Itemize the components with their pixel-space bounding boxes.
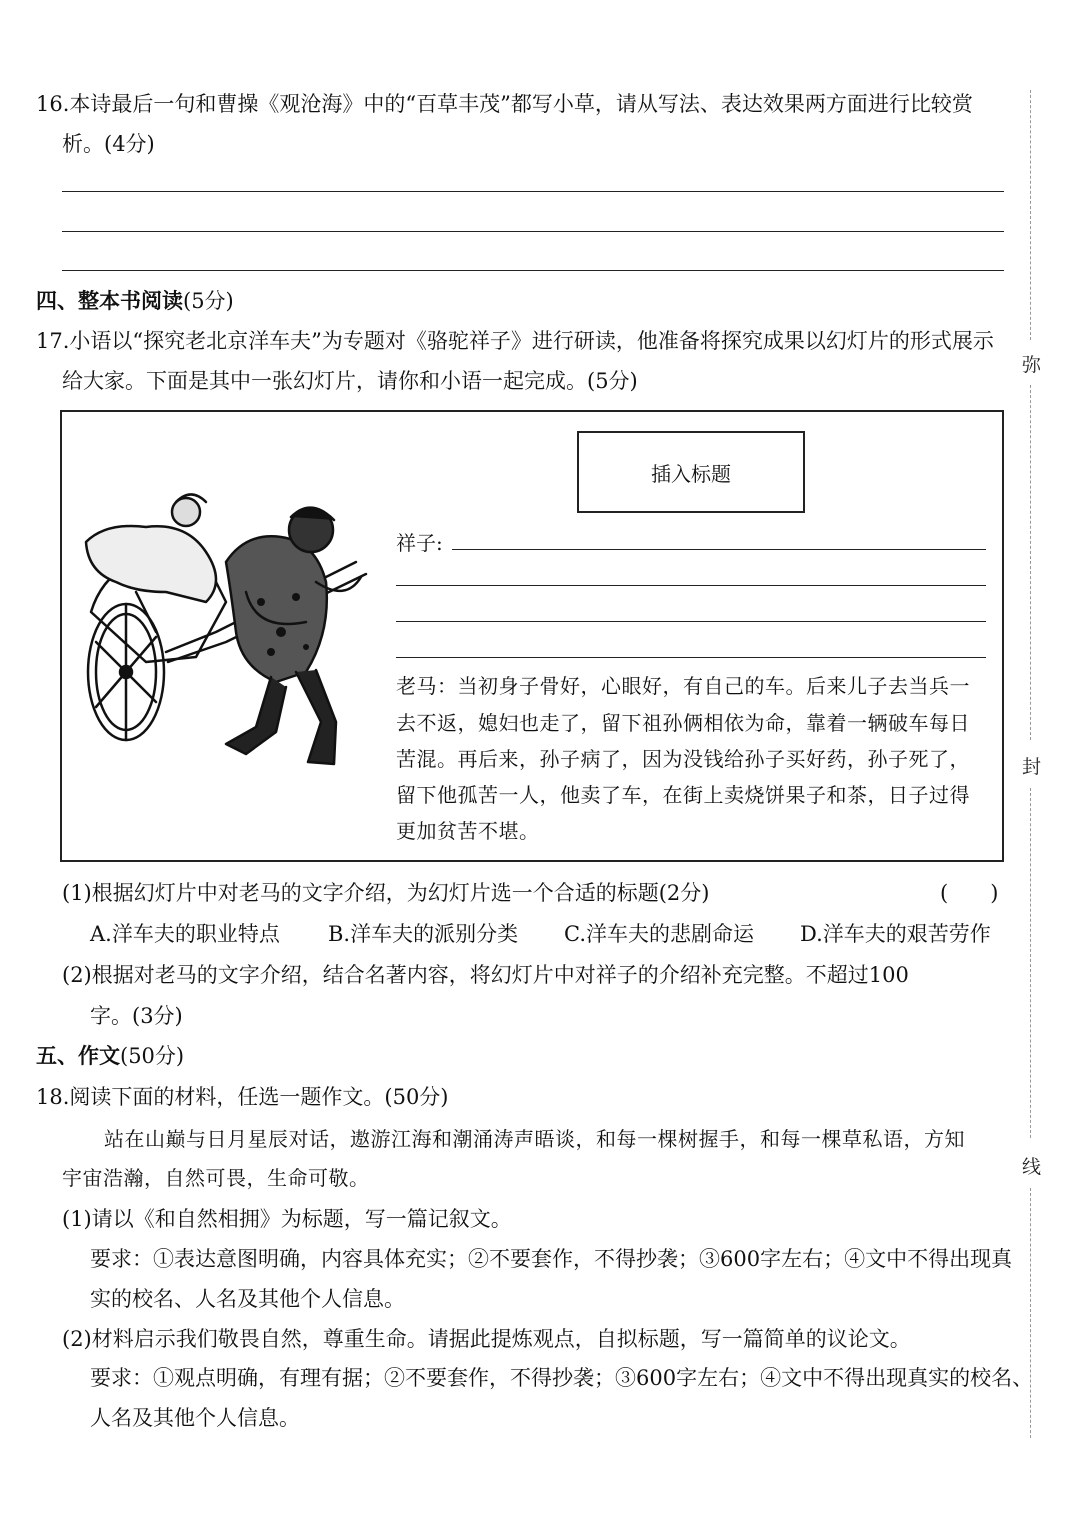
q18-prompt-2-req-line2: 人名及其他个人信息。: [90, 1406, 300, 1430]
binding-char-xian: 线: [1022, 1156, 1042, 1178]
sub2-line2: 字。(3分): [90, 1004, 183, 1028]
xiangzi-answer-line[interactable]: [396, 657, 986, 658]
insert-title-box: 插入标题: [577, 431, 805, 513]
binding-char-feng: 封: [1022, 756, 1042, 778]
binding-dashed-line: [1030, 788, 1031, 1138]
q18-material-line1: 站在山巅与日月星辰对话，遨游江海和潮涌涛声晤谈，和每一棵树握手，和每一棵草私语，方知: [104, 1127, 965, 1151]
q18-prompt-1-req-line2: 实的校名、人名及其他个人信息。: [90, 1287, 405, 1311]
xiangzi-answer-line[interactable]: [452, 549, 986, 550]
sub1-text: (1)根据幻灯片中对老马的文字介绍，为幻灯片选一个合适的标题(2分): [62, 881, 710, 905]
laoma-line: 去不返，媳妇也走了，留下祖孙俩相依为命，靠着一辆破车每日: [396, 711, 970, 735]
laoma-line: 留下他孤苦一人，他卖了车，在街上卖烧饼果子和茶，日子过得: [396, 783, 970, 807]
q18-prompt-2: (2)材料启示我们敬畏自然，尊重生命。请据此提炼观点，自拟标题，写一篇简单的议论文。: [62, 1327, 911, 1351]
answer-bracket[interactable]: ( ): [940, 881, 999, 905]
q16-line2: 析。(4分): [62, 132, 155, 156]
q16-line1: 16.本诗最后一句和曹操《观沧海》中的“百草丰茂”都写小草，请从写法、表达效果两方面进行比较赏: [36, 92, 973, 116]
option-a[interactable]: A.洋车夫的职业特点: [90, 922, 280, 946]
answer-line[interactable]: [62, 270, 1004, 271]
q18-line1: 18.阅读下面的材料，任选一题作文。(50分): [36, 1085, 449, 1109]
laoma-line: 更加贫苦不堪。: [396, 819, 540, 843]
laoma-line: 苦混。再后来，孙子病了，因为没钱给孙子买好药，孙子死了，: [396, 747, 970, 771]
section-5-heading: 五、作文(50分): [36, 1044, 185, 1068]
option-d[interactable]: D.洋车夫的艰苦劳作: [800, 922, 991, 946]
q17-line2: 给大家。下面是其中一张幻灯片，请你和小语一起完成。(5分): [62, 369, 638, 393]
rickshaw-puller-illustration: [76, 482, 376, 772]
binding-char-mi: 弥: [1022, 354, 1042, 376]
section-4-heading: 四、整本书阅读(5分): [36, 289, 234, 313]
answer-line[interactable]: [62, 231, 1004, 232]
answer-line[interactable]: [62, 191, 1004, 192]
binding-dashed-line: [1030, 385, 1031, 740]
xiangzi-answer-line[interactable]: [396, 585, 986, 586]
sub2-line1: (2)根据对老马的文字介绍，结合名著内容，将幻灯片中对祥子的介绍补充完整。不超过100: [62, 963, 909, 987]
option-c[interactable]: C.洋车夫的悲剧命运: [564, 922, 754, 946]
q18-material-line2: 宇宙浩瀚，自然可畏，生命可敬。: [62, 1166, 370, 1190]
laoma-line: 老马：当初身子骨好，心眼好，有自己的车。后来儿子去当兵一: [396, 674, 970, 698]
option-b[interactable]: B.洋车夫的派别分类: [328, 922, 519, 946]
q18-prompt-1-req-line1: 要求：①表达意图明确，内容具体充实；②不要套作，不得抄袭；③600字左右；④文中不得出现真: [90, 1247, 1013, 1271]
xiangzi-label: 祥子:: [396, 531, 443, 555]
q17-line1: 17.小语以“探究老北京洋车夫”为专题对《骆驼祥子》进行研读，他准备将探究成果以幻灯片的形式展示: [36, 329, 994, 353]
binding-dashed-line: [1030, 90, 1031, 340]
xiangzi-answer-line[interactable]: [396, 621, 986, 622]
q18-prompt-2-req-line1: 要求：①观点明确，有理有据；②不要套作，不得抄袭；③600字左右；④文中不得出现真实的校名、: [90, 1366, 1034, 1390]
q18-prompt-1: (1)请以《和自然相拥》为标题，写一篇记叙文。: [62, 1207, 512, 1231]
binding-dashed-line: [1030, 1188, 1031, 1438]
